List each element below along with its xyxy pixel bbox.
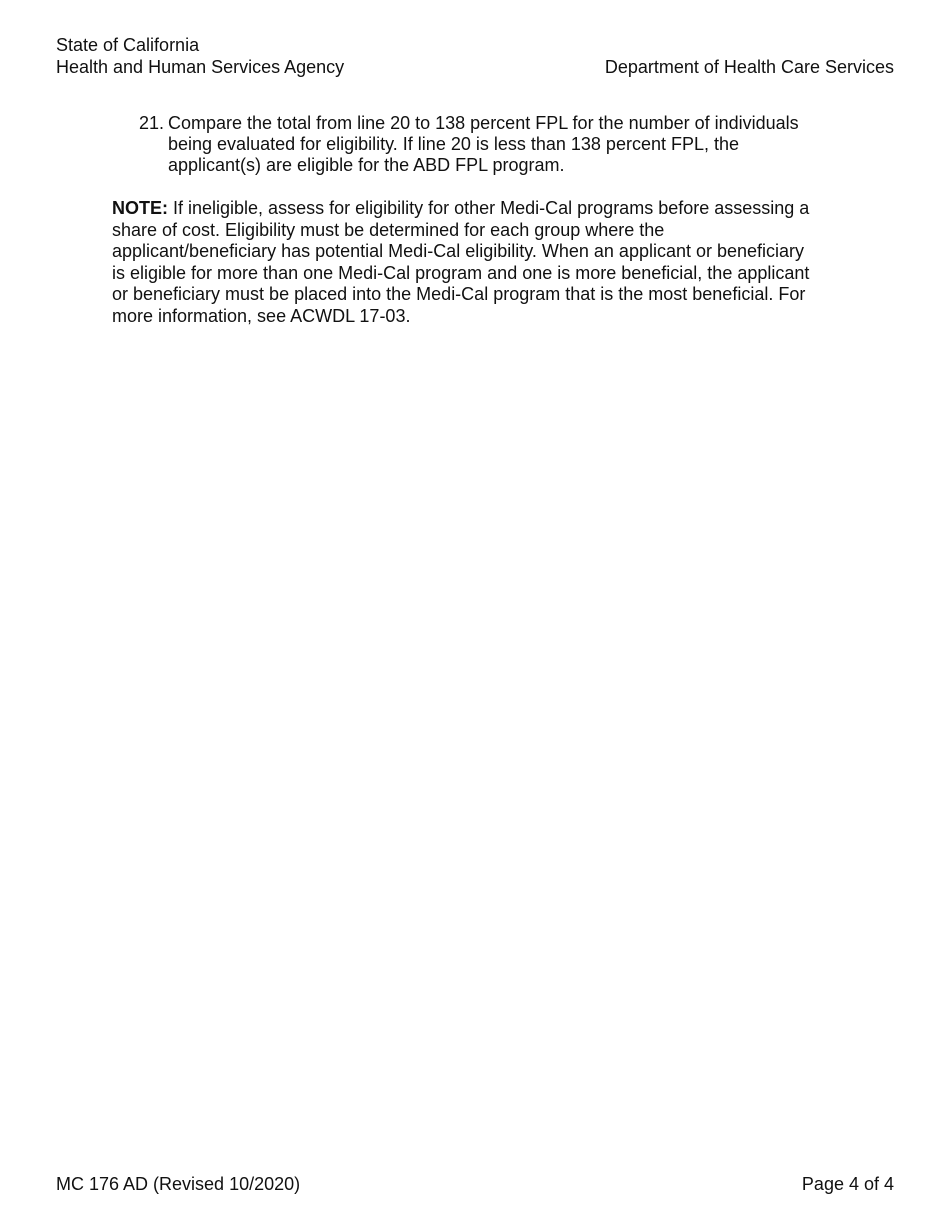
note-line: [112, 198, 842, 220]
note-label: NOTE:: [112, 198, 168, 218]
list-item-line: Compare the total from line 20 to 138 percent FPL for the number of individuals: [168, 113, 799, 133]
note-line: or beneficiary must be placed into the Medi-Cal program that is the most beneficial. For: [112, 284, 806, 304]
note-line: more information, see ACWDL 17-03.: [112, 305, 411, 326]
note-text: If ineligible, assess for eligibility for other Medi-Cal programs before assessing a: [168, 198, 810, 218]
note-line: applicant/beneficiary has potential Medi-Cal eligibility. When an applicant or beneficiary: [112, 241, 805, 261]
list-item-line: being evaluated for eligibility. If line 20 is less than 138 percent FPL, the: [168, 134, 740, 154]
list-item-line: applicant(s) are eligible for the ABD FPL program.: [168, 155, 565, 175]
note-line: is eligible for more than one Medi-Cal program and one is more beneficial, the applicant: [112, 262, 810, 283]
state-name: State of California: [56, 35, 200, 55]
list-item-text: [168, 113, 839, 176]
page-header-right: [605, 56, 894, 78]
page-number: Page 4 of 4: [801, 1174, 894, 1194]
note-paragraph: [112, 198, 842, 327]
list-item: [139, 113, 839, 176]
note-line: share of cost. Eligibility must be determined for each group where the: [112, 219, 665, 240]
page-header-left: [56, 34, 344, 78]
list-item-number: 21.: [139, 113, 165, 133]
department-name: Department of Health Care Services: [604, 57, 894, 77]
form-id: MC 176 AD (Revised 10/2020): [56, 1174, 301, 1194]
agency-name: Health and Human Services Agency: [56, 57, 345, 77]
